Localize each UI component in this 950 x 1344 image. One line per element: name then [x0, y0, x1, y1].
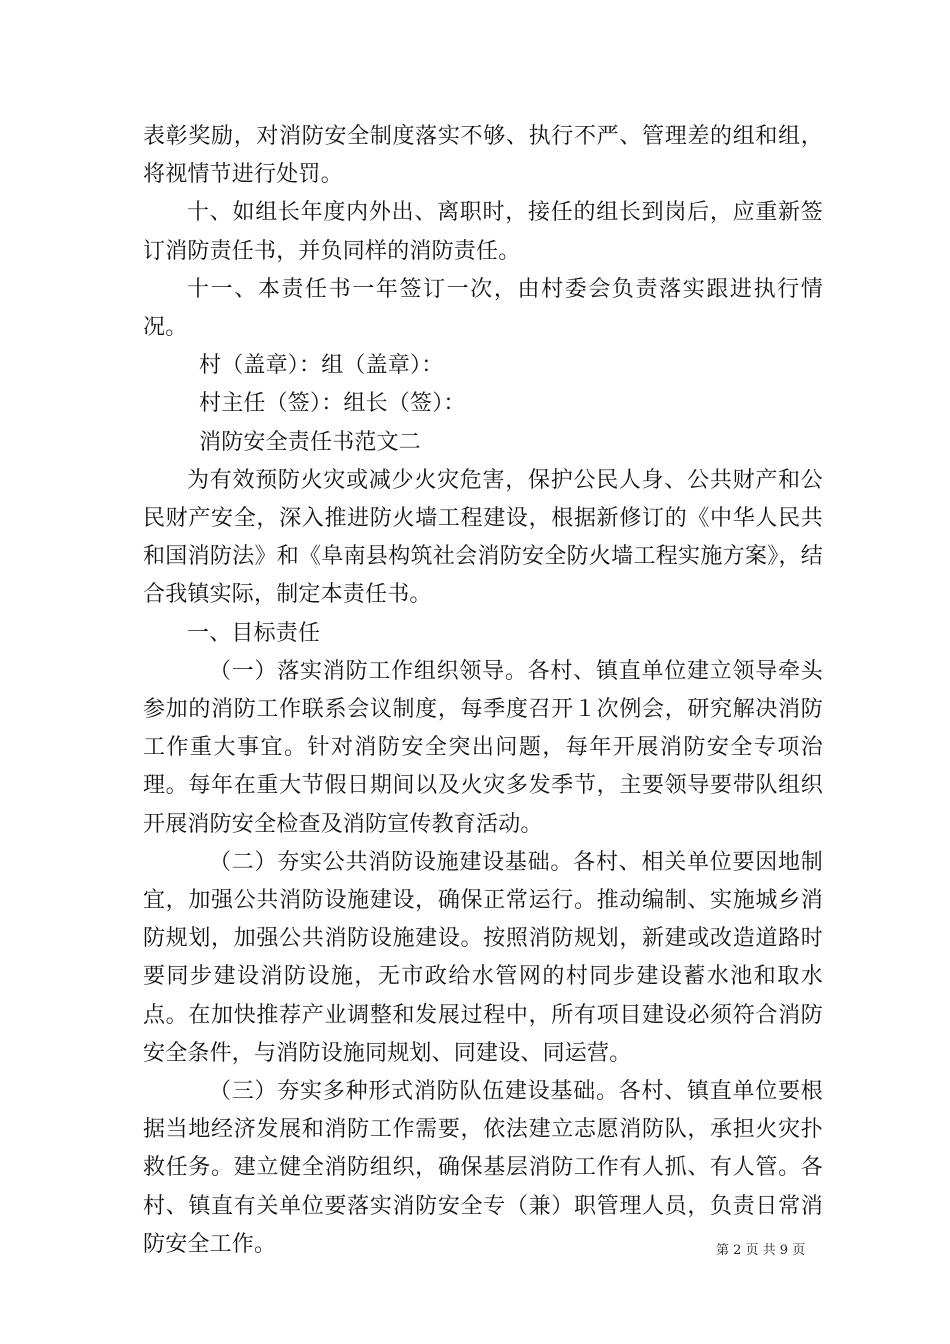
paragraph-introduction: 为有效预防火灾或减少火灾危害，保护公民人身、公共财产和公民财产安全，深入推进防火墙工程建设，根据新修订的《中华人民共和国消防法》和《阜南县构筑社会消防安全防火墙工程实施方案》，结合我镇实际，制定本责任书。: [143, 467, 823, 608]
signature-line-signatures: 村主任（签）：组长（签）：: [199, 391, 466, 417]
paragraph-commendation-penalty: 表彰奖励，对消防安全制度落实不够、执行不严、管理差的组和组，将视情节进行处罚。: [143, 124, 823, 188]
paragraph-item-one: （一）落实消防工作组织领导。各村、镇直单位建立领导牵头参加的消防工作联系会议制度，每季度召开１次例会，研究解决消防工作重大事宜。针对消防安全突出问题，每年开展消防安全专项治理。每年在重大节假日期间以及火灾多发季节，主要领导要带队组织开展消防安全检查及消防宣传教育活动。: [143, 658, 823, 837]
paragraph-item-two: （二）夯实公共消防设施建设基础。各村、相关单位要因地制宜，加强公共消防设施建设，确保正常运行。推动编制、实施城乡消防规划，加强公共消防设施建设。按照消防规划，新建或改造道路时要同步建设消防设施，无市政给水管网的村同步建设蓄水池和取水点。在加快推荐产业调整和发展过程中，所有项目建设必须符合消防安全条件，与消防设施同规划、同建设、同运营。: [143, 849, 823, 1066]
signature-line-stamps: 村（盖章）：组（盖章）：: [199, 353, 444, 379]
heading-target-responsibility: 一、目标责任: [187, 620, 321, 646]
paragraph-clause-ten: 十、如组长年度内外出、离职时，接任的组长到岗后，应重新签订消防责任书，并负同样的消防责任。: [143, 200, 823, 264]
section-title-sample-two: 消防安全责任书范文二: [199, 429, 422, 455]
page-number-footer: 第 2 页 共 9 页: [716, 1243, 806, 1258]
document-body: [143, 118, 823, 1264]
paragraph-item-three: （三）夯实多种形式消防队伍建设基础。各村、镇直单位要根据当地经济发展和消防工作需要，依法建立志愿消防队，承担火灾扑救任务。建立健全消防组织，确保基层消防工作有人抓、有人管。各村、镇直有关单位要落实消防安全专（兼）职管理人员，负责日常消防安全工作。: [143, 1079, 823, 1257]
paragraph-clause-eleven: 十一、本责任书一年签订一次，由村委会负责落实跟进执行情况。: [143, 276, 823, 341]
